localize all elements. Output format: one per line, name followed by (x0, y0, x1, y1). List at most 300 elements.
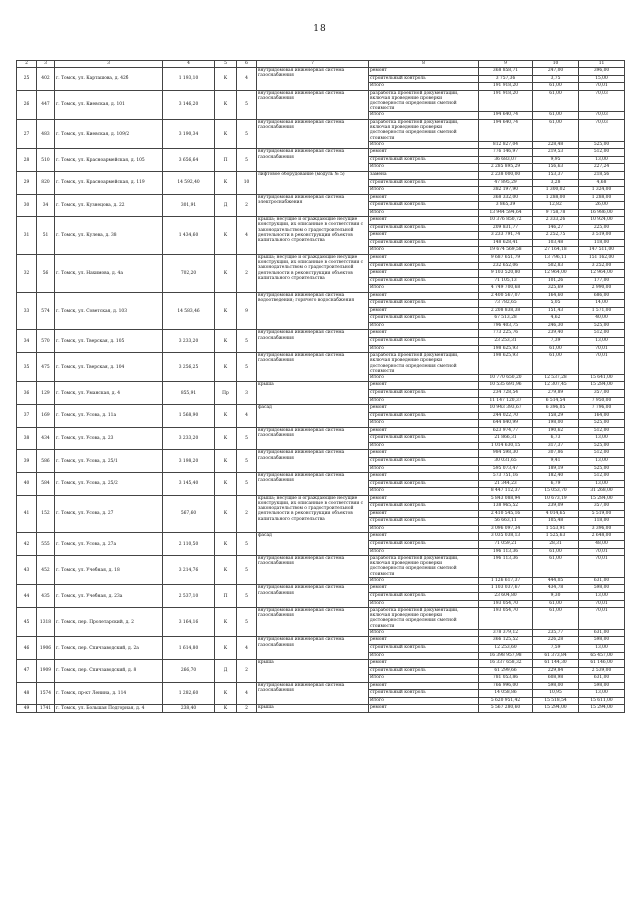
table-row (17, 382, 625, 390)
max-cost-cell: 7 796,00 (579, 405, 625, 413)
service-cell: Итого (369, 420, 479, 428)
service-cell: Итого (369, 465, 479, 473)
max-cost-cell: 70,01 (579, 600, 625, 608)
unit-cost-cell: 10 673,19 (533, 495, 579, 503)
work-type-cell: внутридомовая инженерная система электроснабжения (257, 194, 369, 217)
column-header: 3 (37, 61, 55, 68)
floors-cell: 2 (237, 660, 257, 683)
row-number-cell: 48 (17, 682, 37, 705)
max-cost-cell: 15 284,00 (579, 382, 625, 390)
floors-cell: 2 (237, 255, 257, 293)
work-type-cell: внутридомовая инженерная система газоснабжения (257, 608, 369, 637)
max-cost-cell: 40,00 (579, 315, 625, 323)
row-number-cell: 43 (17, 556, 37, 585)
service-cell: замена (369, 172, 479, 180)
max-cost-cell: 118,00 (579, 518, 625, 526)
area-cell: 3 233,20 (163, 330, 215, 353)
category-cell: К (215, 172, 237, 195)
service-cell: Итого (369, 548, 479, 556)
service-cell: строительный контроль (369, 202, 479, 210)
row-number-cell: 49 (17, 705, 37, 713)
row-number-cell: 27 (17, 120, 37, 149)
unit-cost-cell: 61,00 (533, 353, 579, 375)
work-type-cell: внутридомовая инженерная система газоснабжения (257, 556, 369, 585)
cost-cell: 198 625,93 (479, 345, 533, 353)
max-cost-cell: 70,01 (579, 345, 625, 353)
service-cell: разработка проектной документации, включая проведение проверки достоверности определения сметной стоимости (369, 608, 479, 630)
row-number-cell: 26 (17, 90, 37, 119)
cost-cell: 3 233 791,74 (479, 232, 533, 240)
service-cell: Итого (369, 285, 479, 293)
address-cell: г. Томск, ул. Усова, д. 25/2 (55, 473, 163, 496)
area-cell: 266,70 (163, 660, 215, 683)
area-cell: 1 614,80 (163, 637, 215, 660)
service-cell: ремонт (369, 495, 479, 503)
unit-cost-cell: 2 333,26 (533, 217, 579, 225)
cost-cell: 10 770 650,20 (479, 374, 533, 382)
service-cell: Итого (369, 525, 479, 533)
cost-cell: 2 208 838,38 (479, 307, 533, 315)
unit-cost-cell: 6,79 (533, 480, 579, 488)
cost-cell: 573 751,16 (479, 473, 533, 481)
max-cost-cell: 13,00 (579, 480, 625, 488)
cost-cell: 378 379,12 (479, 629, 533, 637)
max-cost-cell: 525,00 (579, 322, 625, 330)
cost-cell: 3 757,36 (479, 75, 533, 83)
category-cell: К (215, 353, 237, 382)
unit-cost-cell: 247,00 (533, 68, 579, 76)
floors-cell: 5 (237, 585, 257, 608)
unit-cost-cell: 4,62 (533, 315, 579, 323)
column-header: 7 (257, 61, 369, 68)
address-cell: г. Томск, ул. Усова, д. 25/1 (55, 450, 163, 473)
unit-cost-cell: 61 373,84 (533, 652, 579, 660)
category-cell: К (215, 608, 237, 637)
unit-cost-cell: 317,37 (533, 442, 579, 450)
service-cell: разработка проектной документации, включая проведение проверки достоверности определения сметной стоимости (369, 556, 479, 578)
max-cost-cell: 164,00 (579, 412, 625, 420)
unit-cost-cell: 5,05 (533, 300, 579, 308)
cost-cell: 234 728,54 (479, 390, 533, 398)
unit-cost-cell: 182,40 (533, 473, 579, 481)
category-cell: К (215, 68, 237, 91)
max-cost-cell: 15 294,00 (579, 705, 625, 713)
max-cost-cell: 15,00 (579, 75, 625, 83)
unit-cost-cell: 12 964,00 (533, 270, 579, 278)
cost-cell: 812 827,04 (479, 141, 533, 149)
unit-cost-cell: 1 288,00 (533, 194, 579, 202)
floors-cell: 2 (237, 495, 257, 533)
cost-cell: 12 253,60 (479, 644, 533, 652)
work-type-cell: внутридомовая инженерная система газоснабжения (257, 90, 369, 119)
max-cost-cell: 13,00 (579, 156, 625, 164)
address-cell: г. Томск, ул. Кузнецова, д. 22 (55, 194, 163, 217)
cost-cell: 23 604,80 (479, 592, 533, 600)
column-header: 11 (579, 61, 625, 68)
cost-cell: 13 944 594,64 (479, 209, 533, 217)
cost-cell: 11 147 120,37 (479, 397, 533, 405)
service-cell: ремонт (369, 585, 479, 593)
table-row (17, 194, 625, 202)
service-cell: ремонт (369, 660, 479, 668)
table-row (17, 682, 625, 690)
row-number-cell: 25 (17, 68, 37, 91)
address-cell: г. Томск, ул. Усова, д. 23 (55, 427, 163, 450)
service-cell: Итого (369, 83, 479, 91)
floors-cell: 4 (237, 682, 257, 705)
max-cost-cell: 70,01 (579, 556, 625, 578)
house-id-cell: 169 (37, 405, 55, 428)
service-cell: строительный контроль (369, 435, 479, 443)
max-cost-cell: 2 990,00 (579, 285, 625, 293)
category-cell: К (215, 292, 237, 330)
address-cell: г. Томск, ул. Тверская, д. 104 (55, 353, 163, 382)
category-cell: Д (215, 660, 237, 683)
unit-cost-cell: 61,00 (533, 90, 579, 112)
unit-cost-cell: 27 164,18 (533, 247, 579, 255)
address-cell: г. Томск, ул. Учебная, д. 23а (55, 585, 163, 608)
cost-cell: 2 285 895,29 (479, 164, 533, 172)
max-cost-cell: 12 964,00 (579, 270, 625, 278)
service-cell: ремонт (369, 217, 479, 225)
work-type-cell: внутридомовая инженерная система газоснабжения (257, 330, 369, 353)
cost-cell: 71 059,21 (479, 540, 533, 548)
service-cell: Итого (369, 141, 479, 149)
cost-cell: 21 866,31 (479, 435, 533, 443)
address-cell: г. Томск, ул. Красноармейская, д. 105 (55, 149, 163, 172)
area-cell: 3 164,16 (163, 608, 215, 637)
max-cost-cell: 357,00 (579, 503, 625, 511)
max-cost-cell: 70,01 (579, 83, 625, 91)
unit-cost-cell: 190,62 (533, 427, 579, 435)
unit-cost-cell: 151,43 (533, 307, 579, 315)
house-id-cell: 434 (37, 427, 55, 450)
service-cell: ремонт (369, 450, 479, 458)
max-cost-cell: 2 539,00 (579, 667, 625, 675)
cost-cell: 148 628,41 (479, 239, 533, 247)
row-number-cell: 34 (17, 330, 37, 353)
service-cell: строительный контроль (369, 179, 479, 187)
unit-cost-cell: 239,09 (533, 503, 579, 511)
cost-cell: 5 567 280,60 (479, 705, 533, 713)
cost-cell: 796 403,75 (479, 322, 533, 330)
max-cost-cell: 70,03 (579, 120, 625, 142)
cost-cell: 194 640,74 (479, 120, 533, 142)
category-cell: Пр (215, 382, 237, 405)
row-number-cell: 44 (17, 585, 37, 608)
table-row (17, 495, 625, 503)
service-cell: строительный контроль (369, 503, 479, 511)
floors-cell: 5 (237, 608, 257, 637)
category-cell: К (215, 255, 237, 293)
area-cell: 2 110,50 (163, 533, 215, 556)
column-header: 2 (17, 61, 37, 68)
floors-cell: 5 (237, 450, 257, 473)
area-cell: 301,91 (163, 194, 215, 217)
floors-cell: 4 (237, 405, 257, 428)
unit-cost-cell: 61,00 (533, 548, 579, 556)
work-type-cell: крыша (257, 705, 369, 713)
cost-cell: 9 687 651,79 (479, 255, 533, 263)
unit-cost-cell: 235,77 (533, 629, 579, 637)
category-cell: К (215, 533, 237, 556)
max-cost-cell: 631,00 (579, 629, 625, 637)
floors-cell: 5 (237, 90, 257, 119)
max-cost-cell: 1 324,00 (579, 187, 625, 195)
service-cell: ремонт (369, 705, 479, 713)
max-cost-cell: 70,01 (579, 353, 625, 375)
column-header: 5 (215, 61, 237, 68)
work-type-cell: фасад (257, 405, 369, 428)
service-cell: Итого (369, 374, 479, 382)
cost-cell: 776 146,97 (479, 149, 533, 157)
max-cost-cell: 13,00 (579, 457, 625, 465)
cost-cell: 2 400 567,07 (479, 292, 533, 300)
house-id-cell: 1574 (37, 682, 55, 705)
max-cost-cell: 525,00 (579, 141, 625, 149)
unit-cost-cell: 219,53 (533, 149, 579, 157)
cost-cell: 1 014 630,15 (479, 442, 533, 450)
service-cell: ремонт (369, 68, 479, 76)
cost-cell: 194 640,74 (479, 112, 533, 120)
floors-cell: 2 (237, 194, 257, 217)
max-cost-cell: 512,00 (579, 330, 625, 338)
service-cell: строительный контроль (369, 315, 479, 323)
unit-cost-cell: 307,86 (533, 450, 579, 458)
service-cell: разработка проектной документации, включая проведение проверки достоверности определения сметной стоимости (369, 90, 479, 112)
cost-cell: 1 103 037,67 (479, 585, 533, 593)
table-row (17, 353, 625, 375)
service-cell: Итого (369, 397, 479, 405)
address-cell: г. Томск, ул. Кулева, д. 38 (55, 217, 163, 255)
address-cell: г. Томск, пер. Пролетарский, д. 2 (55, 608, 163, 637)
area-cell: 2 537,10 (163, 585, 215, 608)
work-type-cell: внутридомовая инженерная система газоснабжения (257, 427, 369, 450)
max-cost-cell: 70,01 (579, 608, 625, 630)
category-cell: П (215, 585, 237, 608)
service-cell: ремонт (369, 637, 479, 645)
max-cost-cell: 225,00 (579, 224, 625, 232)
category-cell: К (215, 90, 237, 119)
cost-cell: 382 197,90 (479, 187, 533, 195)
service-cell: Итого (369, 164, 479, 172)
area-cell: 855,91 (163, 382, 215, 405)
table-row (17, 473, 625, 481)
area-cell: 3 146,20 (163, 90, 215, 119)
cost-cell: 16 398 957,98 (479, 652, 533, 660)
unit-cost-cell: 608,98 (533, 675, 579, 683)
unit-cost-cell: 61,00 (533, 608, 579, 630)
house-id-cell: 1906 (37, 637, 55, 660)
table-row (17, 533, 625, 541)
service-cell: ремонт (369, 533, 479, 541)
service-cell: ремонт (369, 682, 479, 690)
work-type-cell: внутридомовая инженерная система газоснабжения (257, 682, 369, 705)
address-cell: г. Томск, пр-кт Ленина, д. 114 (55, 682, 163, 705)
work-type-cell: внутридомовая инженерная система газоснабжения (257, 637, 369, 660)
cost-cell: 67 513,28 (479, 315, 533, 323)
service-cell: Итого (369, 322, 479, 330)
cost-cell: 3 096 097,34 (479, 525, 533, 533)
unit-cost-cell: 598,00 (533, 682, 579, 690)
unit-cost-cell: 189,19 (533, 465, 579, 473)
row-number-cell: 36 (17, 382, 37, 405)
table-row (17, 330, 625, 338)
unit-cost-cell: 7,59 (533, 644, 579, 652)
cost-cell: 193 054,70 (479, 600, 533, 608)
max-cost-cell: 14,00 (579, 300, 625, 308)
table-row (17, 255, 625, 263)
page-number: 18 (313, 24, 327, 34)
work-type-cell: внутридомовая инженерная система газоснабжения (257, 120, 369, 149)
house-id-cell: 152 (37, 495, 55, 533)
house-id-cell: 1909 (37, 660, 55, 683)
cost-cell: 191 918,20 (479, 83, 533, 91)
unit-cost-cell: 61,00 (533, 112, 579, 120)
max-cost-cell: 7 950,00 (579, 397, 625, 405)
unit-cost-cell: 198,00 (533, 420, 579, 428)
house-id-cell: 452 (37, 556, 55, 585)
row-number-cell: 39 (17, 450, 37, 473)
unit-cost-cell: 61,00 (533, 556, 579, 578)
max-cost-cell: 70,03 (579, 112, 625, 120)
max-cost-cell: 13,00 (579, 592, 625, 600)
unit-cost-cell: 246,30 (533, 322, 579, 330)
cost-cell: 1 126 617,37 (479, 577, 533, 585)
table-row (17, 217, 625, 225)
cost-cell: 366 125,52 (479, 637, 533, 645)
cost-cell: 23 253,31 (479, 338, 533, 346)
category-cell: К (215, 556, 237, 585)
cost-cell: 766 996,00 (479, 682, 533, 690)
floors-cell: 9 (237, 292, 257, 330)
address-cell: г. Томск, ул. Уманская, д. 4 (55, 382, 163, 405)
column-header: 4 (163, 61, 215, 68)
max-cost-cell: 1 288,00 (579, 194, 625, 202)
service-cell: ремонт (369, 510, 479, 518)
max-cost-cell: 15 641,00 (579, 374, 625, 382)
address-cell: г. Томск, ул. Усова, д. 27 (55, 495, 163, 533)
service-cell: Итого (369, 697, 479, 705)
table-row (17, 292, 625, 300)
unit-cost-cell: 4 014,65 (533, 510, 579, 518)
area-cell: 702,20 (163, 255, 215, 293)
row-number-cell: 35 (17, 353, 37, 382)
table-body (17, 68, 625, 713)
unit-cost-cell: 15 518,54 (533, 697, 579, 705)
cost-cell: 71 105,13 (479, 277, 533, 285)
table-row (17, 172, 625, 180)
address-cell: г. Томск, ул. Большая Подгорная, д. 4 (55, 705, 163, 713)
max-cost-cell: 512,00 (579, 450, 625, 458)
max-cost-cell: 512,00 (579, 473, 625, 481)
max-cost-cell: 5 519,00 (579, 510, 625, 518)
service-cell: ремонт (369, 330, 479, 338)
service-cell: строительный контроль (369, 262, 479, 270)
area-cell: 1 568,90 (163, 405, 215, 428)
service-cell: ремонт (369, 405, 479, 413)
row-number-cell: 32 (17, 255, 37, 293)
service-cell: строительный контроль (369, 390, 479, 398)
unit-cost-cell: 146,27 (533, 224, 579, 232)
service-cell: строительный контроль (369, 690, 479, 698)
address-cell: г. Томск, ул. Киевская, д. 109/2 (55, 120, 163, 149)
house-id-cell: 447 (37, 90, 55, 119)
cost-cell: 644 840,99 (479, 420, 533, 428)
address-cell: г. Томск, ул. Советская, д. 103 (55, 292, 163, 330)
house-id-cell: 510 (37, 149, 55, 172)
service-cell: ремонт (369, 473, 479, 481)
unit-cost-cell: 9,95 (533, 156, 579, 164)
area-cell: 3 256,25 (163, 353, 215, 382)
house-id-cell: 34 (37, 194, 55, 217)
service-cell: строительный контроль (369, 156, 479, 164)
cost-cell: 196 113,36 (479, 548, 533, 556)
cost-cell: 73 782,65 (479, 300, 533, 308)
service-cell: Итого (369, 187, 479, 195)
floors-cell: 2 (237, 705, 257, 713)
cost-cell: 4 749 700,68 (479, 285, 533, 293)
row-number-cell: 37 (17, 405, 37, 428)
row-number-cell: 29 (17, 172, 37, 195)
unit-cost-cell: 3,75 (533, 75, 579, 83)
area-cell: 3 656,64 (163, 149, 215, 172)
category-cell: Д (215, 194, 237, 217)
service-cell: ремонт (369, 270, 479, 278)
unit-cost-cell: 9,30 (533, 592, 579, 600)
unit-cost-cell: 6,73 (533, 435, 579, 443)
repair-program-table (16, 60, 625, 713)
service-cell: разработка проектной документации, включая проведение проверки достоверности определения сметной стоимости (369, 120, 479, 142)
table-row (17, 556, 625, 578)
max-cost-cell: 16 986,00 (579, 209, 625, 217)
max-cost-cell: 26,00 (579, 202, 625, 210)
unit-cost-cell: 6 396,05 (533, 405, 579, 413)
service-cell: ремонт (369, 382, 479, 390)
unit-cost-cell: 444,05 (533, 577, 579, 585)
service-cell: ремонт (369, 255, 479, 263)
house-id-cell: 129 (37, 382, 55, 405)
unit-cost-cell: 10,95 (533, 690, 579, 698)
max-cost-cell: 151 162,00 (579, 255, 625, 263)
unit-cost-cell: 239,40 (533, 330, 579, 338)
max-cost-cell: 686,00 (579, 292, 625, 300)
max-cost-cell: 512,00 (579, 149, 625, 157)
floors-cell: 5 (237, 556, 257, 585)
column-header: 9 (479, 61, 533, 68)
max-cost-cell: 13,00 (579, 338, 625, 346)
house-id-cell: 402 (37, 68, 55, 91)
max-cost-cell: 13,00 (579, 435, 625, 443)
unit-cost-cell: 12,82 (533, 202, 579, 210)
cost-cell: 232 652,06 (479, 262, 533, 270)
service-cell: ремонт (369, 232, 479, 240)
house-id-cell: 51 (37, 217, 55, 255)
cost-cell: 19 674 569,58 (479, 247, 533, 255)
column-number-row (17, 61, 625, 68)
unit-cost-cell: 15 294,00 (533, 705, 579, 713)
work-type-cell: внутридомовая инженерная система водоотведения; горячего водоснабжения (257, 292, 369, 330)
max-cost-cell: 598,00 (579, 585, 625, 593)
cost-cell: 8 447 112,37 (479, 488, 533, 496)
max-cost-cell: 4,68 (579, 179, 625, 187)
unit-cost-cell: 156,63 (533, 164, 579, 172)
unit-cost-cell: 1 553,91 (533, 525, 579, 533)
unit-cost-cell: 7,39 (533, 338, 579, 346)
max-cost-cell: 1 571,00 (579, 307, 625, 315)
category-cell: К (215, 330, 237, 353)
service-cell: Итого (369, 209, 479, 217)
